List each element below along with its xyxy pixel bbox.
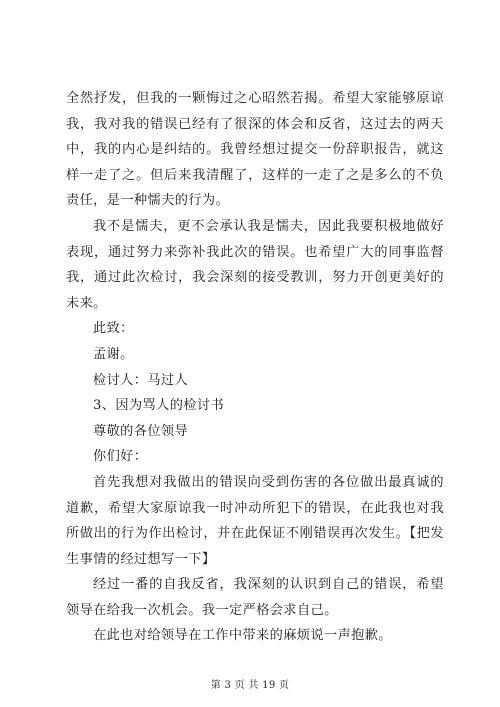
paragraph-apology: 首先我想对我做出的错误向受到伤害的各位做出最真诚的道歉，希望大家原谅我一时冲动所犯下的错误，在此我也对我所做出的行为作出检讨，并在此保证不刚错误再次发生。【把发生事情的经过想写一下】 <box>66 474 444 567</box>
closing-salutation: 此致： <box>93 321 134 337</box>
document-body <box>66 86 444 649</box>
closing-thanks: 孟谢。 <box>93 346 134 362</box>
letter-greeting: 你们好： <box>93 449 148 465</box>
paragraph-closing-apology: 在此也对给领导在工作中带来的麻烦说一声抱歉。 <box>93 628 392 644</box>
paragraph-reflection: 经过一番的自我反省，我深刻的认识到自己的错误，希望领导在给我一次机会。我一定严格会求自己。 <box>66 577 444 618</box>
paragraph-continuation: 全然抒发，但我的一颗悔过之心昭然若揭。希望大家能够原谅我，我对我的错误已经有了很深的体会和反省，这过去的两天中，我的内心是纠结的。我曾经想过提交一份辞职报告，就这样一走了之。但后来我清醒了，这样的一走了之是多么的不负责任，是一种懦夫的行为。 <box>66 91 444 209</box>
paragraph-resolution: 我不是懦夫，更不会承认我是懦夫，因此我要积极地做好表现，通过努力来弥补我此次的错误。也希望广大的同事监督我，通过此次检讨，我会深刻的接受教训，努力开创更美好的未来。 <box>66 218 444 311</box>
letter-salutation: 尊敬的各位领导 <box>93 423 189 439</box>
section-heading: 3、因为骂人的检讨书 <box>93 398 225 414</box>
author-signature: 检讨人：马过人 <box>93 372 189 388</box>
page-number-footer: 第 3 页 共 19 页 <box>210 680 290 691</box>
